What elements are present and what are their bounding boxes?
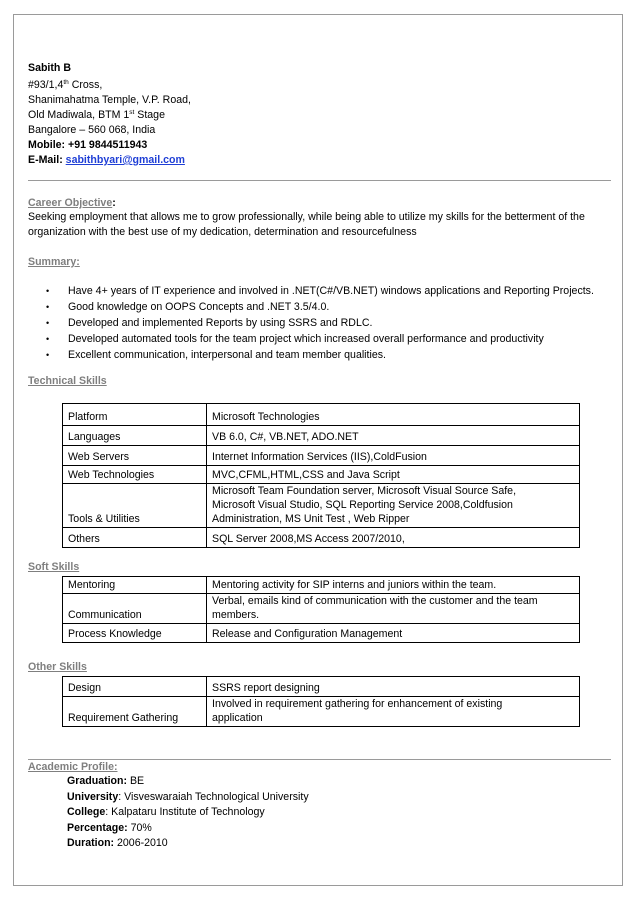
percentage-label: Percentage: — [67, 821, 128, 834]
divider-top — [28, 180, 611, 181]
career-objective-text: Seeking employment that allows me to grow professionally, while being able to utilize my skills for the betterment of the organization with the best use of my dedication, determination and resourcefulness — [28, 211, 585, 238]
table-row — [63, 624, 580, 643]
skill-value-line: MVC,CFML,HTML,CSS and Java Script — [212, 469, 400, 481]
technical-skills-heading: Technical Skills — [28, 375, 107, 387]
table-row — [63, 577, 580, 594]
table-row — [63, 426, 580, 446]
graduation-value: BE — [127, 775, 145, 787]
other-skills-heading: Other Skills — [28, 661, 87, 673]
table-row — [63, 677, 580, 697]
skill-value-line: Involved in requirement gathering for enhancement of existing — [212, 698, 503, 710]
summary-item — [28, 347, 618, 363]
skill-label-cell: Communication — [63, 594, 207, 624]
skill-value-cell — [207, 677, 580, 697]
bullet-icon: • — [46, 350, 50, 360]
skill-label-cell: Platform — [63, 404, 207, 426]
duration-row — [67, 836, 309, 852]
university-label: University — [67, 790, 119, 803]
email-line — [28, 153, 185, 168]
percentage-value: 70% — [127, 821, 152, 834]
summary-item — [28, 315, 618, 331]
skill-value-line: SSRS report designing — [212, 682, 320, 694]
bullet-icon: • — [46, 302, 50, 312]
skill-value-cell — [207, 577, 580, 594]
skill-value-line: Microsoft Team Foundation server, Microsoft Visual Source Safe, — [212, 485, 517, 497]
summary-item-text: Have 4+ years of IT experience and involved in .NET(C#/VB.NET) windows applications and Reporting Projects. — [68, 285, 594, 297]
skill-value-cell — [207, 466, 580, 484]
academic-profile-heading: Academic Profile: — [28, 761, 118, 773]
skill-label-cell: Requirement Gathering — [63, 697, 207, 727]
table-row — [63, 446, 580, 466]
address-line-3-sup: st — [129, 109, 135, 116]
skill-value-line: members. — [212, 609, 260, 621]
skill-value-line: Administration, MS Unit Test , Web Ripper — [212, 513, 410, 525]
summary-item-text: Excellent communication, interpersonal and team member qualities. — [68, 349, 386, 361]
summary-item — [28, 283, 618, 299]
table-row — [63, 528, 580, 548]
address-line-1 — [28, 78, 102, 93]
skill-value-line: Internet Information Services (IIS),ColdFusion — [212, 451, 427, 463]
email-link[interactable]: sabithbyari@gmail.com — [65, 154, 185, 166]
skill-value-line: Microsoft Technologies — [212, 411, 320, 423]
skill-value-line: Verbal, emails kind of communication with the customer and the team — [212, 595, 538, 607]
summary-item — [28, 299, 618, 315]
summary-item — [28, 331, 618, 347]
duration-value: 2006-2010 — [114, 837, 168, 849]
skill-value-line: SQL Server 2008,MS Access 2007/2010, — [212, 533, 405, 545]
career-objective-heading — [28, 196, 116, 211]
skill-label-cell: Others — [63, 528, 207, 548]
career-objective-colon: : — [112, 197, 116, 209]
summary-list — [28, 283, 618, 363]
address-number: #93/1,4 — [28, 79, 64, 91]
address-line-3-post: Stage — [134, 109, 165, 121]
table-row — [63, 466, 580, 484]
skill-label-cell: Process Knowledge — [63, 624, 207, 643]
skill-value-line: VB 6.0, C#, VB.NET, ADO.NET — [212, 431, 359, 443]
soft-skills-table — [62, 576, 580, 643]
table-row — [63, 594, 580, 624]
academic-details — [67, 774, 309, 852]
candidate-name: Sabith B — [28, 62, 71, 74]
skill-label-cell: Web Technologies — [63, 466, 207, 484]
college-value: : Kalpataru Institute of Technology — [105, 806, 265, 818]
college-row — [67, 805, 309, 821]
address-line-3 — [28, 108, 165, 123]
other-skills-table — [62, 676, 580, 727]
skill-value-cell — [207, 594, 580, 624]
address-line-3-pre: Old Madiwala, BTM 1 — [28, 109, 130, 121]
career-objective-heading-text: Career Objective — [28, 197, 113, 209]
bullet-icon: • — [46, 318, 50, 328]
graduation-row — [67, 774, 309, 790]
summary-item-text: Developed and implemented Reports by using SSRS and RDLC. — [68, 317, 373, 329]
percentage-row — [67, 821, 309, 837]
summary-item-text: Developed automated tools for the team project which increased overall performance and productivity — [68, 333, 544, 345]
skill-value-line: Release and Configuration Management — [212, 628, 403, 640]
graduation-label: Graduation: — [67, 775, 128, 787]
table-row — [63, 484, 580, 528]
university-value: : Visveswaraiah Technological University — [118, 790, 309, 803]
address-line-4: Bangalore – 560 068, India — [28, 124, 156, 136]
skill-label-cell: Languages — [63, 426, 207, 446]
skill-value-cell — [207, 446, 580, 466]
skill-value-cell — [207, 484, 580, 528]
address-line-2: Shanimahatma Temple, V.P. Road, — [28, 94, 191, 106]
address-number-sup: th — [63, 79, 69, 86]
soft-skills-heading: Soft Skills — [28, 561, 80, 573]
skill-label-cell: Tools & Utilities — [63, 484, 207, 528]
university-row — [67, 790, 309, 806]
skill-value-cell — [207, 426, 580, 446]
skill-value-line: Microsoft Visual Studio, SQL Reporting Service 2008,Coldfusion — [212, 499, 513, 511]
mobile: Mobile: +91 9844511943 — [28, 139, 148, 151]
summary-heading: Summary: — [28, 256, 80, 268]
bullet-icon: • — [46, 334, 50, 344]
summary-item-text: Good knowledge on OOPS Concepts and .NET 3.5/4.0. — [68, 301, 330, 313]
skill-value-cell — [207, 528, 580, 548]
skill-label-cell: Web Servers — [63, 446, 207, 466]
bullet-icon: • — [46, 286, 50, 296]
skill-value-line: application — [212, 712, 263, 724]
skill-label-cell: Mentoring — [63, 577, 207, 594]
skill-value-cell — [207, 624, 580, 643]
skill-value-line: Mentoring activity for SIP interns and juniors within the team. — [212, 579, 497, 591]
duration-label: Duration: — [67, 837, 115, 849]
skill-value-cell — [207, 697, 580, 727]
skill-label-cell: Design — [63, 677, 207, 697]
table-row — [63, 404, 580, 426]
skill-value-cell — [207, 404, 580, 426]
email-label: E-Mail: — [28, 154, 66, 166]
address-number-rest: Cross, — [68, 79, 103, 91]
technical-skills-table — [62, 403, 580, 548]
table-row — [63, 697, 580, 727]
college-label: College — [67, 806, 106, 818]
